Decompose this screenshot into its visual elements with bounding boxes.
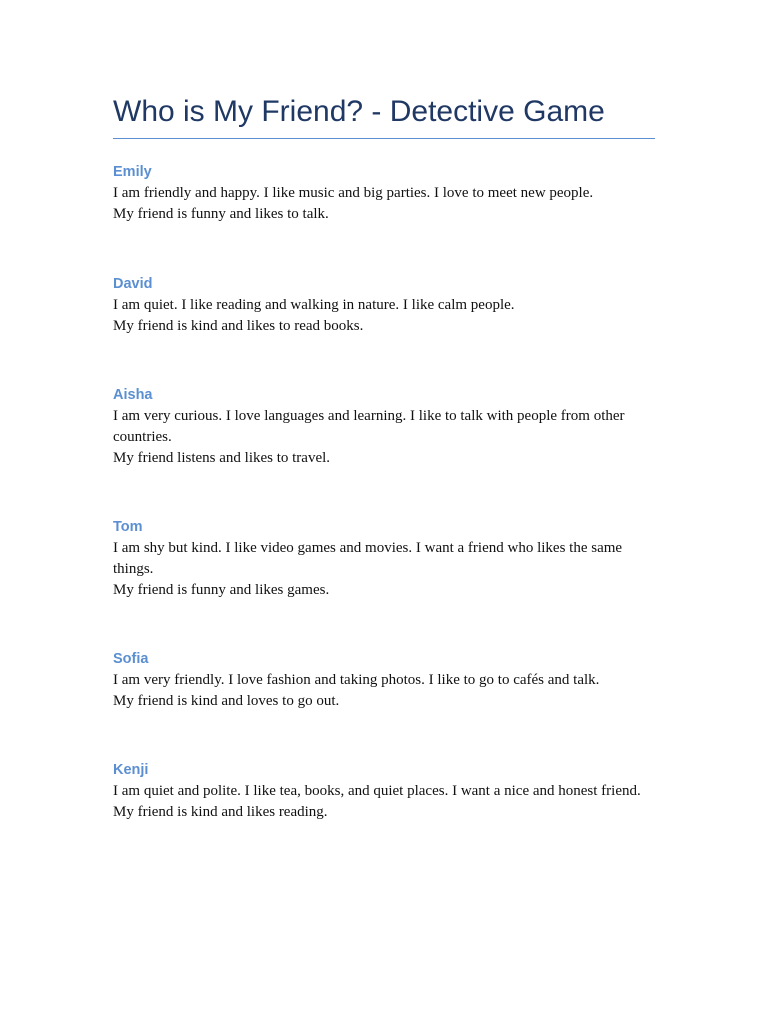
entry-aisha	[113, 384, 655, 469]
entry-description: I am quiet and polite. I like tea, books, and quiet places. I want a nice and honest friend.	[113, 783, 641, 799]
entry-name: Kenji	[113, 762, 149, 778]
entry-friend: My friend is kind and likes reading.	[113, 804, 328, 820]
entry-friend: My friend is funny and likes games.	[113, 582, 330, 598]
entry-name: David	[113, 276, 153, 292]
entry-david	[113, 273, 655, 337]
entry-description: I am quiet. I like reading and walking in nature. I like calm people.	[113, 297, 515, 313]
entry-description: I am very curious. I love languages and learning. I like to talk with people from other countries.	[113, 408, 625, 445]
document-title: Who is My Friend? - Detective Game	[113, 92, 655, 139]
entry-emily	[113, 161, 655, 225]
entry-friend: My friend is kind and loves to go out.	[113, 693, 340, 709]
entry-friend: My friend listens and likes to travel.	[113, 450, 331, 466]
entry-sofia	[113, 648, 655, 712]
entry-kenji	[113, 759, 655, 823]
entry-name: Sofia	[113, 651, 149, 667]
document-page	[113, 92, 655, 823]
entry-tom	[113, 516, 655, 601]
entry-friend: My friend is kind and likes to read books.	[113, 318, 364, 334]
entry-description: I am very friendly. I love fashion and taking photos. I like to go to cafés and talk.	[113, 672, 600, 688]
entry-name: Tom	[113, 519, 143, 535]
entry-name: Aisha	[113, 387, 153, 403]
entry-friend: My friend is funny and likes to talk.	[113, 206, 329, 222]
entry-description: I am shy but kind. I like video games and movies. I want a friend who likes the same things.	[113, 540, 623, 577]
entry-name: Emily	[113, 164, 152, 180]
entry-description: I am friendly and happy. I like music and big parties. I love to meet new people.	[113, 185, 594, 201]
